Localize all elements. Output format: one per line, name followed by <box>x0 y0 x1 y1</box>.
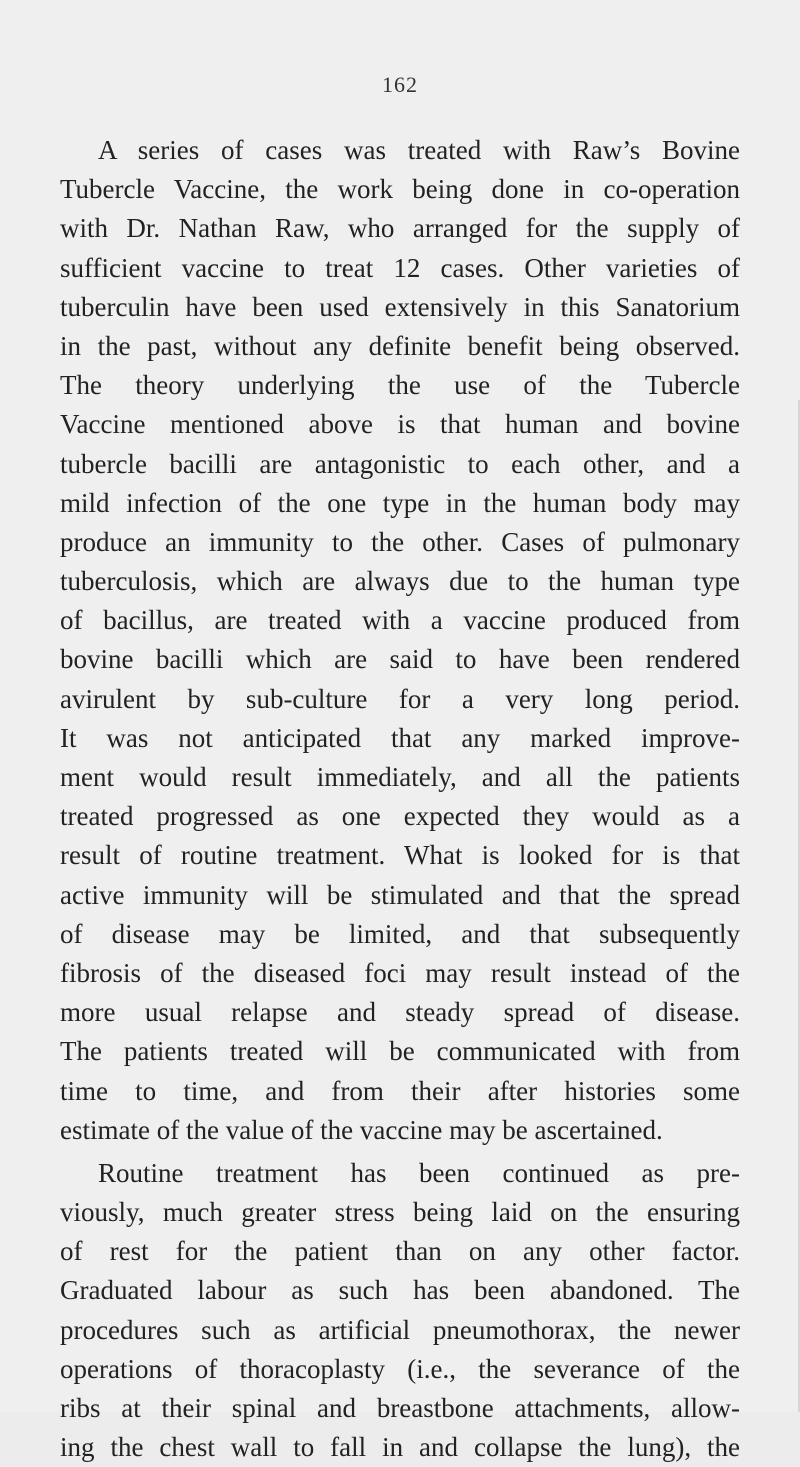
text-line: time to time, and from their after histories some <box>60 1075 740 1106</box>
text-line: ment would result immediately, and all the patients <box>60 762 740 792</box>
text-line: viously, much greater stress being laid on the ensuring <box>60 1197 740 1228</box>
body-text <box>60 131 740 1467</box>
text-line: fibrosis of the diseased foci may result instead of the <box>60 957 740 988</box>
paragraph-2 <box>60 1154 740 1467</box>
text-line: The theory underlying the use of the Tubercle <box>60 370 740 401</box>
text-line: estimate of the value of the vaccine may be ascertained. <box>60 1114 663 1145</box>
text-line: of disease may be limited, and that subsequently <box>60 918 740 949</box>
text-line: of rest for the patient than on any other factor. <box>60 1236 740 1267</box>
text-line: produce an immunity to the other. Cases of pulmonary <box>60 526 740 557</box>
text-line: ribs at their spinal and breastbone attachments, allow- <box>60 1393 740 1423</box>
text-line: mild infection of the one type in the human body may <box>60 487 740 518</box>
text-line: treated progressed as one expected they would as a <box>60 801 740 832</box>
text-line: with Dr. Nathan Raw, who arranged for the supply of <box>60 213 740 244</box>
text-line: Routine treatment has been continued as pre- <box>98 1157 740 1188</box>
text-line: active immunity will be stimulated and that the spread <box>60 879 740 910</box>
text-line: of bacillus, are treated with a vaccine produced from <box>60 605 740 636</box>
text-line: ing the chest wall to fall in and collapse the lung), the <box>60 1432 740 1463</box>
text-line: in the past, without any definite benefit being observed. <box>60 330 740 361</box>
text-line: bovine bacilli which are said to have been rendered <box>60 644 740 675</box>
text-line: Vaccine mentioned above is that human and bovine <box>60 409 740 440</box>
text-line: procedures such as artificial pneumothorax, the newer <box>60 1314 740 1345</box>
text-line: avirulent by sub-culture for a very long period. <box>60 683 740 714</box>
text-line: tubercle bacilli are antagonistic to each other, and a <box>60 448 740 479</box>
text-line: more usual relapse and steady spread of disease. <box>60 997 740 1028</box>
paragraph-1 <box>60 131 740 1150</box>
text-line: tuberculin have been used extensively in this Sanatorium <box>60 291 740 322</box>
text-line: tuberculosis, which are always due to the human type <box>60 566 740 597</box>
text-line: It was not anticipated that any marked improve- <box>60 722 740 753</box>
text-line: Graduated labour as such has been abandoned. The <box>60 1275 740 1306</box>
text-line: The patients treated will be communicated with from <box>60 1036 740 1067</box>
page-number: 162 <box>382 72 418 97</box>
text-line: sufficient vaccine to treat 12 cases. Other varieties of <box>60 252 740 283</box>
text-line: A series of cases was treated with Raw’s Bovine <box>98 135 740 165</box>
text-line: operations of thoracoplasty (i.e., the severance of the <box>60 1353 740 1384</box>
text-line: result of routine treatment. What is looked for is that <box>60 840 740 871</box>
text-line: Tubercle Vaccine, the work being done in co-operation <box>60 174 740 205</box>
